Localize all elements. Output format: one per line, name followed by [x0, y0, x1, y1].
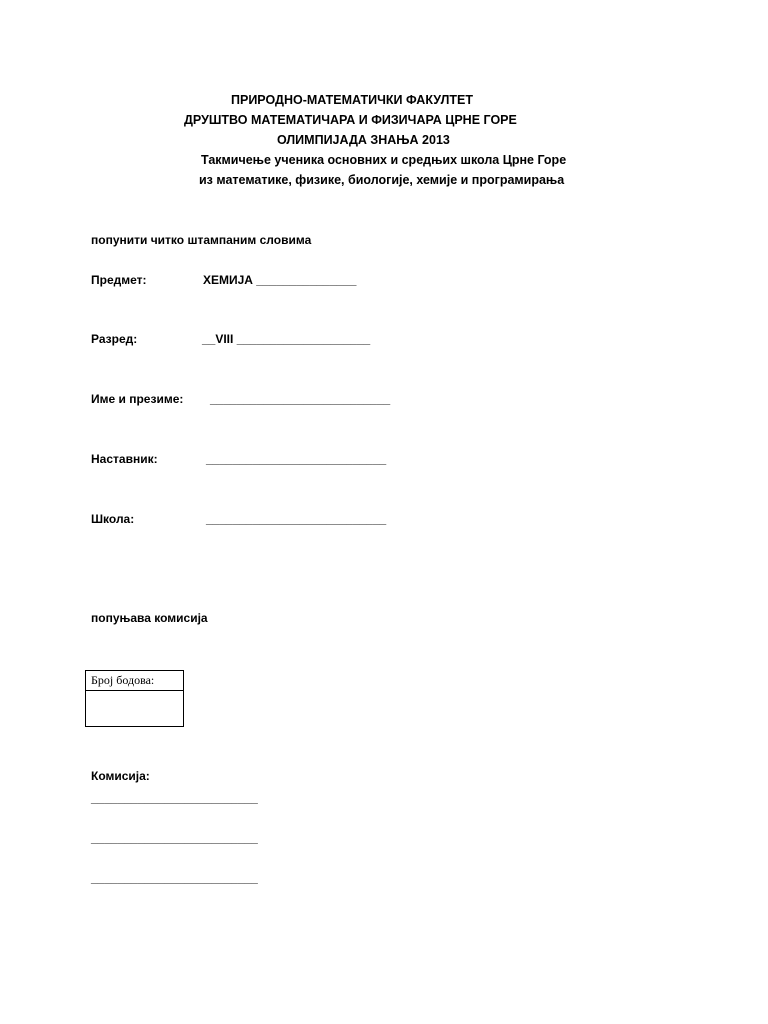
grade-value: __VIII ____________________: [202, 332, 371, 346]
header-subjects: из математике, физике, биологије, хемије и програмирања: [199, 173, 565, 187]
name-field-line: ___________________________: [210, 392, 391, 406]
commission-label: Комисија:: [91, 769, 150, 783]
teacher-field-line: ___________________________: [206, 452, 387, 466]
commission-fill-note: попуњава комисија: [91, 611, 208, 625]
header-faculty: ПРИРОДНО-МАТЕМАТИЧКИ ФАКУЛТЕТ: [231, 93, 473, 107]
points-box-label: Број бодова:: [86, 671, 183, 691]
name-label: Име и презиме:: [91, 392, 184, 406]
teacher-label: Наставник:: [91, 452, 158, 466]
subject-value: ХЕМИЈА _______________: [203, 273, 357, 287]
header-competition: Такмичење ученика основних и средњих школа Црне Горе: [201, 153, 567, 167]
commission-signature-line: _________________________: [91, 791, 258, 805]
points-box-entry: [86, 691, 183, 726]
school-field-line: ___________________________: [206, 512, 387, 526]
grade-label: Разред:: [91, 332, 138, 346]
header-society: ДРУШТВО МАТЕМАТИЧАРА И ФИЗИЧАРА ЦРНЕ ГОРЕ: [184, 113, 517, 127]
subject-label: Предмет:: [91, 273, 147, 287]
commission-signature-line: _________________________: [91, 871, 258, 885]
points-box: [85, 670, 184, 727]
commission-signature-line: _________________________: [91, 831, 258, 845]
header-olympiad: ОЛИМПИЈАДА ЗНАЊА 2013: [277, 133, 450, 147]
fill-instruction: попунити читко штампаним словима: [91, 233, 312, 247]
school-label: Школа:: [91, 512, 135, 526]
